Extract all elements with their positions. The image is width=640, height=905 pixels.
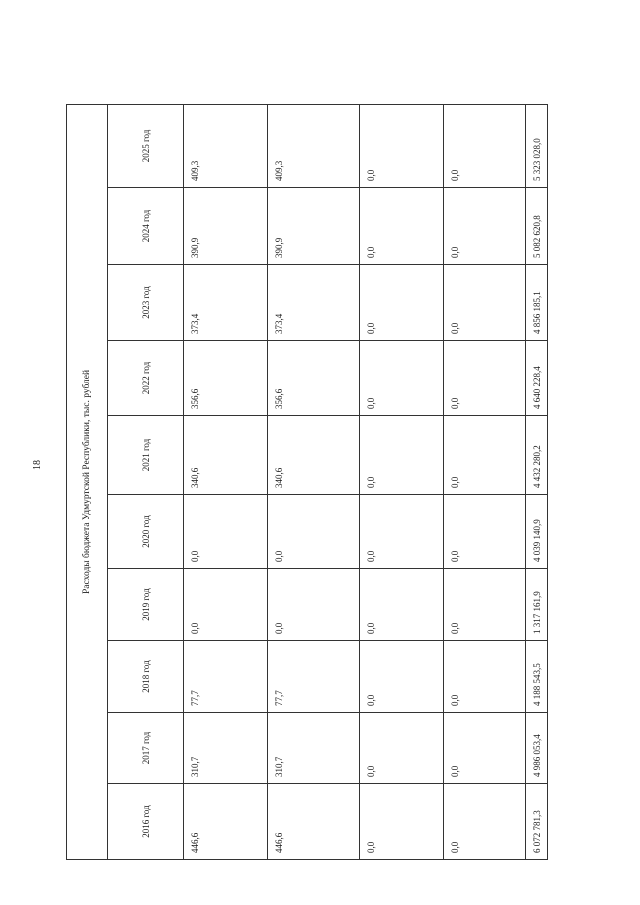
year-header: 2024 год (108, 188, 184, 265)
table-row (184, 104, 268, 859)
total-cell: 6 072 781,3 (526, 784, 548, 860)
table-cell: 0,0 (444, 569, 526, 641)
table-cell: 390,9 (184, 188, 268, 265)
table-cell: 0,0 (360, 188, 444, 265)
total-cell: 4 986 053,4 (526, 713, 548, 784)
table-cell: 77,7 (184, 641, 268, 713)
table-cell: 0,0 (444, 495, 526, 569)
year-header: 2016 год (108, 784, 184, 860)
table-cell: 409,3 (268, 104, 360, 187)
table-cell: 373,4 (268, 265, 360, 341)
table-cell: 356,6 (184, 341, 268, 416)
table-cell: 0,0 (444, 784, 526, 860)
budget-table-container (66, 105, 542, 860)
table-cell: 390,9 (268, 188, 360, 265)
table-cell: 0,0 (360, 784, 444, 860)
rotated-table-frame (66, 105, 542, 860)
table-cell: 0,0 (360, 713, 444, 784)
total-cell: 4 640 228,4 (526, 341, 548, 416)
table-cell: 0,0 (360, 416, 444, 495)
table-row (360, 104, 444, 859)
page-number: 18 (32, 460, 43, 470)
table-cell: 0,0 (268, 569, 360, 641)
year-header: 2025 год (108, 104, 184, 187)
year-header: 2017 год (108, 713, 184, 784)
table-cell: 0,0 (444, 641, 526, 713)
total-cell: 4 039 140,9 (526, 495, 548, 569)
table-cell: 77,7 (268, 641, 360, 713)
totals-row (526, 104, 548, 859)
table-cell: 356,6 (268, 341, 360, 416)
table-cell: 0,0 (184, 569, 268, 641)
total-cell: 5 323 028,0 (526, 104, 548, 187)
total-cell: 4 188 543,5 (526, 641, 548, 713)
table-cell: 446,6 (268, 784, 360, 860)
table-cell: 0,0 (444, 265, 526, 341)
budget-expenses-table (66, 104, 548, 860)
year-header: 2021 год (108, 416, 184, 495)
table-cell: 0,0 (444, 341, 526, 416)
table-cell: 409,3 (184, 104, 268, 187)
year-header: 2022 год (108, 341, 184, 416)
year-header: 2018 год (108, 641, 184, 713)
table-cell: 0,0 (360, 569, 444, 641)
total-cell: 1 317 161,9 (526, 569, 548, 641)
table-cell: 373,4 (184, 265, 268, 341)
total-cell: 4 856 185,1 (526, 265, 548, 341)
total-cell: 4 432 280,2 (526, 416, 548, 495)
year-header: 2019 год (108, 569, 184, 641)
table-cell: 0,0 (444, 713, 526, 784)
year-header-row (108, 104, 184, 859)
table-cell: 0,0 (444, 104, 526, 187)
table-cell: 0,0 (360, 641, 444, 713)
table-cell: 0,0 (268, 495, 360, 569)
year-header: 2023 год (108, 265, 184, 341)
total-cell: 5 082 620,8 (526, 188, 548, 265)
table-cell: 0,0 (360, 341, 444, 416)
table-cell: 446,6 (184, 784, 268, 860)
table-cell: 0,0 (360, 495, 444, 569)
table-cell: 0,0 (444, 188, 526, 265)
table-cell: 0,0 (184, 495, 268, 569)
table-cell: 310,7 (184, 713, 268, 784)
year-header: 2020 год (108, 495, 184, 569)
table-cell: 340,6 (268, 416, 360, 495)
table-cell: 340,6 (184, 416, 268, 495)
table-cell: 0,0 (360, 104, 444, 187)
table-cell: 0,0 (360, 265, 444, 341)
table-cell: 0,0 (444, 416, 526, 495)
table-caption: Расходы бюджета Удмуртской Республики, тыс. рублей (67, 104, 108, 859)
table-cell: 310,7 (268, 713, 360, 784)
caption-row (67, 104, 108, 859)
table-row (268, 104, 360, 859)
table-row (444, 104, 526, 859)
